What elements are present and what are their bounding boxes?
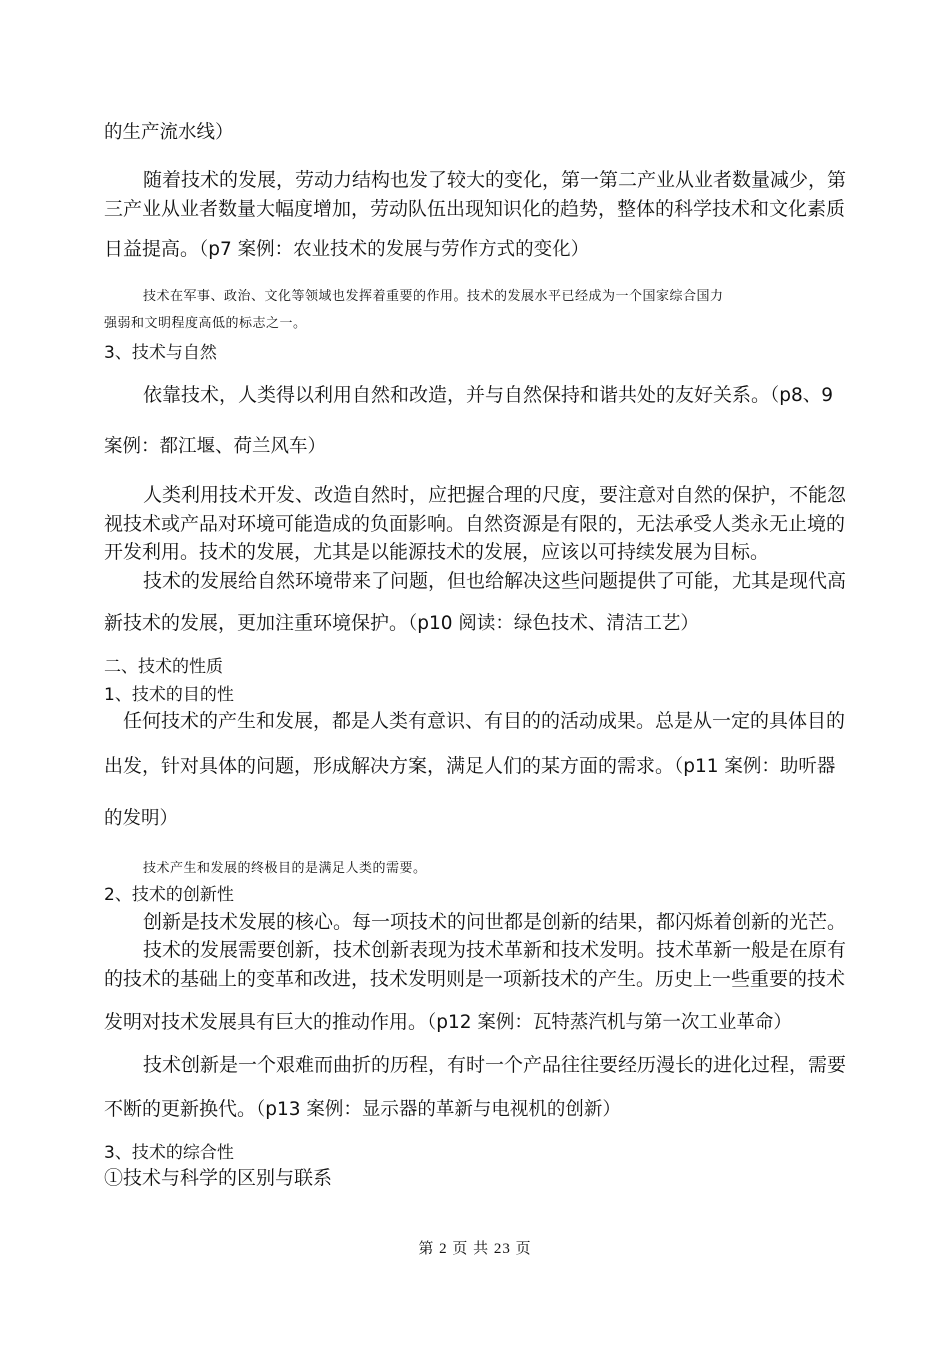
text-line	[104, 234, 589, 261]
text-line: 技术的发展需要创新，技术创新表现为技术革新和技术发明。技术革新一般是在原有	[143, 939, 847, 961]
text-line	[104, 1007, 792, 1034]
case-reference: （p11 案例：助听器	[674, 756, 836, 777]
text-line	[104, 751, 835, 778]
text-line: 开发利用。技术的发展，尤其是以能源技术的发展，应该以可持续发展为目标。	[104, 541, 770, 563]
text-line	[104, 1094, 621, 1121]
text-line: 任何技术的产生和发展，都是人类有意识、有目的的活动成果。总是从一定的具体目的	[123, 710, 846, 732]
text-line: 的技术的基础上的变革和改进，技术发明则是一项新技术的产生。历史上一些重要的技术	[104, 968, 846, 990]
note-line: 强弱和文明程度高低的标志之一。	[104, 316, 307, 331]
text-line: 技术创新是一个艰难而曲折的历程，有时一个产品往往要经历漫长的进化过程，需要	[143, 1054, 847, 1076]
text-span: 出发，针对具体的问题，形成解决方案，满足人们的某方面的需求。	[104, 755, 675, 777]
text-line: 的生产流水线）	[104, 122, 234, 143]
text-line: 随着技术的发展，劳动力结构也发了较大的变化，第一第二产业从业者数量减少，第	[143, 169, 847, 191]
text-line: 三产业从业者数量大幅度增加，劳动队伍出现知识化的趋势，整体的科学技术和文化素质	[104, 198, 846, 220]
case-reference: （p8、9	[770, 385, 834, 406]
note-line: 技术产生和发展的终极目的是满足人类的需要。	[143, 861, 427, 876]
section-heading: 1、技术的目的性	[104, 685, 234, 705]
section-heading: 2、技术的创新性	[104, 885, 234, 905]
section-heading: 3、技术与自然	[104, 343, 217, 363]
note-line: 技术在军事、政治、文化等领域也发挥着重要的作用。技术的发展水平已经成为一个国家综合国力	[143, 289, 724, 304]
text-span: 发明对技术发展具有巨大的推动作用。	[104, 1011, 428, 1033]
text-line: ①技术与科学的区别与联系	[104, 1167, 333, 1189]
section-heading: 3、技术的综合性	[104, 1143, 234, 1163]
text-line: 视技术或产品对环境可能造成的负面影响。自然资源是有限的，无法承受人类永无止境的	[104, 513, 846, 535]
case-reference: 的发明）	[104, 808, 179, 829]
text-line	[143, 380, 833, 407]
text-span: 不断的更新换代。	[104, 1098, 257, 1120]
text-line: 技术的发展给自然环境带来了问题，但也给解决这些问题提供了可能，尤其是现代高	[143, 570, 847, 592]
page-footer: 第 2 页 共 23 页	[418, 1241, 532, 1257]
case-reference: （p7 案例：农业技术的发展与劳作方式的变化）	[199, 239, 590, 260]
text-line	[104, 608, 699, 635]
text-line: 人类利用技术开发、改造自然时，应把握合理的尺度，要注意对自然的保护，不能忽	[143, 484, 847, 506]
case-reference: 案例：都江堰、荷兰风车）	[104, 436, 327, 457]
text-line: 创新是技术发展的核心。每一项技术的问世都是创新的结果，都闪烁着创新的光芒。	[143, 911, 847, 933]
text-span: 日益提高。	[104, 238, 200, 260]
case-reference: （p13 案例：显示器的革新与电视机的创新）	[256, 1099, 621, 1120]
text-span: 新技术的发展，更加注重环境保护。	[104, 612, 409, 634]
case-reference: （p12 案例：瓦特蒸汽机与第一次工业革命）	[427, 1012, 792, 1033]
text-span: 依靠技术，人类得以利用自然和改造，并与自然保持和谐共处的友好关系。	[143, 384, 771, 406]
case-reference: （p10 阅读：绿色技术、清洁工艺）	[408, 613, 699, 634]
section-heading: 二、技术的性质	[104, 657, 223, 677]
